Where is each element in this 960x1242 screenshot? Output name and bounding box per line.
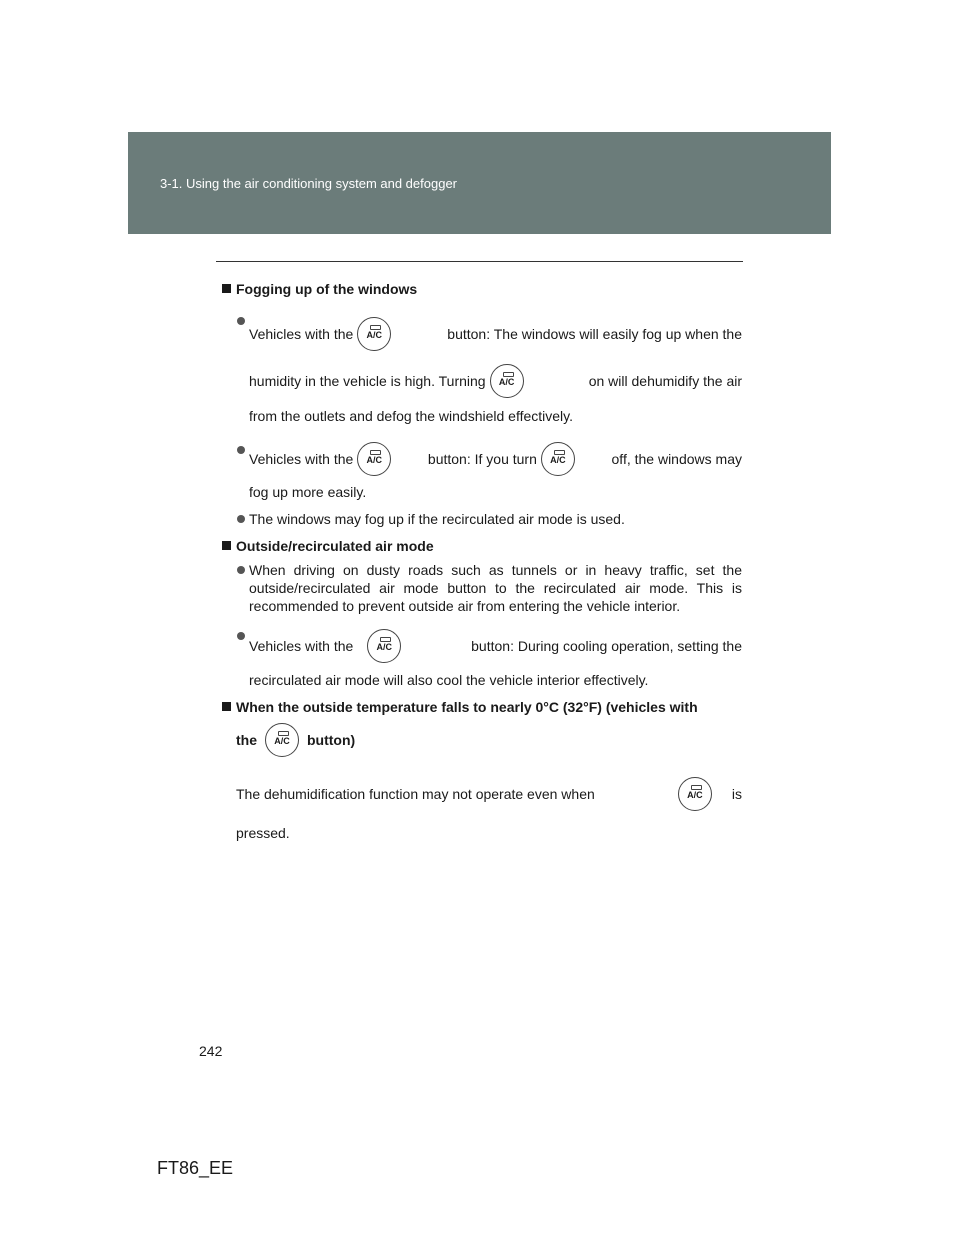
heading-recirc: Outside/recirculated air mode (222, 537, 742, 555)
text: The dehumidification function may not operate even when (236, 786, 595, 802)
led-icon (554, 450, 565, 455)
page-number: 242 (199, 1043, 223, 1059)
text: fog up more easily. (249, 484, 367, 500)
heading-fogging: Fogging up of the windows (222, 280, 742, 298)
divider (216, 261, 743, 262)
line (249, 441, 742, 477)
led-icon (370, 450, 381, 455)
led-icon (370, 325, 381, 330)
bullet-recirc-2 (222, 627, 742, 689)
text: on will dehumidify the air (588, 373, 742, 389)
document-code: FT86_EE (157, 1158, 234, 1178)
section-header: 3-1. Using the air conditioning system and defogger (160, 176, 458, 191)
text: button) (307, 732, 356, 748)
text: Vehicles with the (249, 638, 354, 654)
led-icon (278, 731, 289, 736)
page-content (222, 280, 742, 842)
ac-button-icon (265, 723, 299, 757)
span (249, 629, 405, 663)
led-icon (503, 372, 514, 377)
text: Vehicles with the (249, 451, 354, 467)
text: button: During cooling operation, setting the (471, 638, 742, 654)
heading-cold-line2 (222, 720, 742, 760)
text: pressed. (236, 825, 290, 841)
heading-cold: When the outside temperature falls to nearly 0°C (32°F) (vehicles with (222, 698, 742, 716)
paragraph-cold (222, 774, 742, 842)
ac-button-icon (357, 442, 391, 476)
line (236, 774, 742, 814)
ac-button-icon (357, 317, 391, 351)
text: off, the windows may (611, 451, 742, 467)
bullet-fogging-2 (222, 441, 742, 501)
bullet-fogging-3: The windows may fog up if the recirculated air mode is used. (222, 510, 742, 528)
span (249, 361, 528, 401)
span (249, 314, 395, 354)
ac-label: A/C (376, 642, 393, 652)
ac-label: A/C (550, 455, 566, 465)
line (249, 359, 742, 403)
ac-button-icon (490, 364, 524, 398)
text: button: If you turn (427, 451, 537, 467)
text: from the outlets and defog the windshield effectively. (249, 408, 574, 424)
span (428, 442, 579, 476)
ac-label: A/C (498, 377, 515, 387)
ac-label: A/C (366, 330, 383, 340)
ac-button-icon (678, 777, 712, 811)
ac-button-icon (541, 442, 575, 476)
text: the (236, 732, 257, 748)
led-icon (691, 785, 702, 790)
ac-label: A/C (274, 736, 290, 746)
ac-label: A/C (687, 790, 703, 800)
text: is (731, 786, 742, 802)
line (249, 312, 742, 356)
text: button: The windows will easily fog up when the (447, 326, 742, 342)
span (674, 777, 742, 811)
led-icon (380, 637, 391, 642)
text: Vehicles with the (249, 326, 354, 342)
text: humidity in the vehicle is high. Turning (249, 373, 486, 389)
ac-button-icon (367, 629, 401, 663)
bullet-recirc-1: When driving on dusty roads such as tunnels or in heavy traffic, set the outside/recirculated air mode button to the recirculated air mode. This is recommended to prevent outside air from entering the vehicle interior. (222, 561, 742, 615)
ac-label: A/C (366, 455, 383, 465)
line (249, 627, 742, 665)
span (249, 442, 395, 476)
text: recirculated air mode will also cool the vehicle interior effectively. (249, 672, 649, 688)
bullet-fogging-1 (222, 312, 742, 425)
